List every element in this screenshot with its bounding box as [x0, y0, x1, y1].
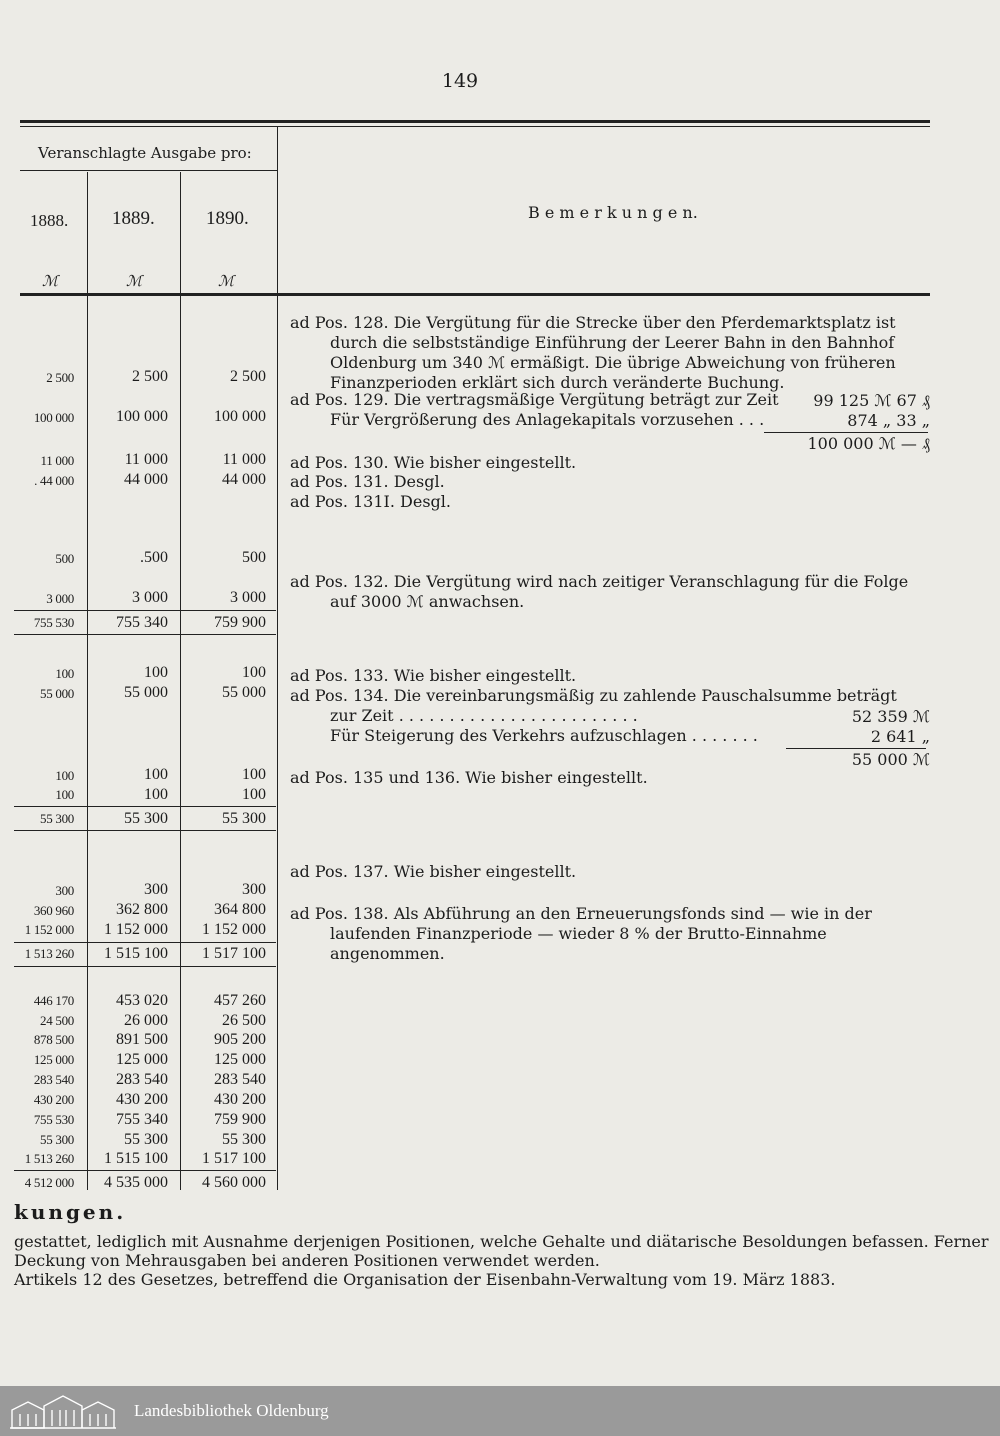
amount-1890: 300 — [242, 881, 266, 898]
amount-1890: 100 — [242, 664, 266, 681]
remark-129-sum: 100 000 ℳ — ₰ — [807, 434, 930, 453]
subtotal-rule — [14, 942, 276, 943]
remark-line: ad Pos. 132. Die Vergütung wird nach zeitiger Veranschlagung für die Folge — [290, 572, 909, 591]
col-rule-3 — [277, 126, 278, 1190]
subtotal-1890: 759 900 — [214, 614, 266, 631]
amount-1890: 1 152 000 — [202, 921, 266, 938]
amount-1889: 100 — [144, 786, 168, 803]
subtotal-1888: 755 530 — [33, 615, 74, 630]
amount-1890: 55 000 — [222, 684, 266, 701]
amount-1888: 100 — [55, 666, 74, 681]
amount-1889: 44 000 — [124, 471, 168, 488]
recap-1888: 1 513 260 — [24, 1151, 74, 1166]
amount-1888: 55 000 — [40, 686, 74, 701]
subtotal-1889: 55 300 — [124, 810, 168, 827]
remark-134-sum: 55 000 ℳ — [851, 750, 930, 769]
year-1888-header: 1888. — [30, 211, 69, 230]
subtotal-1888: 55 300 — [40, 811, 74, 826]
recap-1889: 755 340 — [116, 1111, 168, 1128]
recap-1890: 457 260 — [214, 992, 266, 1009]
remark-line: auf 3000 ℳ anwachsen. — [330, 592, 525, 611]
remark-129-line1: ad Pos. 129. Die vertragsmäßige Vergütung beträgt zur Zeit — [290, 390, 779, 409]
amount-1890: 11 000 — [222, 451, 266, 468]
amount-1890: 100 — [242, 786, 266, 803]
amount-1890: 3 000 — [230, 589, 266, 606]
remark-128 — [290, 313, 930, 393]
remark-134-line2: zur Zeit . . . . . . . . . . . . . . . . . . . . . . . . — [330, 706, 638, 725]
amount-1888: 500 — [55, 551, 74, 566]
subtotal-rule — [14, 966, 276, 967]
grand-total-1889: 4 535 000 — [104, 1174, 168, 1191]
remark-129-line2: Für Vergrößerung des Anlagekapitals vorzusehen . . . — [330, 410, 765, 429]
remark-129-value1: 99 125 ℳ 67 ₰ — [813, 391, 930, 410]
recap-1890: 55 300 — [222, 1131, 266, 1148]
recap-1889: 1 515 100 — [104, 1150, 168, 1167]
amount-1888: 100 000 — [33, 410, 74, 425]
remark-134-line1: ad Pos. 134. Die vereinbarungsmäßig zu zahlende Pauschalsumme beträgt — [290, 686, 897, 705]
recap-1888: 755 530 — [33, 1112, 74, 1127]
amount-1889: 362 800 — [116, 901, 168, 918]
subtotal-1890: 55 300 — [222, 810, 266, 827]
subtotal-rule — [14, 1170, 276, 1171]
amount-1888: . 44 000 — [34, 473, 74, 488]
remark-133: ad Pos. 133. Wie bisher eingestellt. — [290, 666, 577, 685]
recap-1890: 759 900 — [214, 1111, 266, 1128]
remark-134-line3: Für Steigerung des Verkehrs aufzuschlagen . . . . . . . — [330, 726, 758, 745]
library-footer-bar — [0, 1386, 1000, 1436]
remark-130: ad Pos. 130. Wie bisher eingestellt. — [290, 453, 577, 472]
remark-line: Finanzperioden erklärt sich durch veränderte Buchung. — [330, 373, 785, 392]
remark-135-136: ad Pos. 135 und 136. Wie bisher eingestellt. — [290, 768, 648, 787]
remark-line: laufenden Finanzperiode — wieder 8 % der Brutto-Einnahme angenommen. — [330, 924, 827, 963]
amount-1888: 3 000 — [46, 591, 74, 606]
year-1890-header: 1890. — [206, 208, 249, 229]
amount-1890: 500 — [242, 549, 266, 566]
remark-line: ad Pos. 138. Als Abführung an den Erneuerungsfonds sind — wie in der — [290, 904, 872, 923]
recap-1888: 55 300 — [40, 1132, 74, 1147]
amount-1889: 300 — [144, 881, 168, 898]
amount-1888: 11 000 — [40, 453, 74, 468]
recap-1889: 430 200 — [116, 1091, 168, 1108]
remark-line: Oldenburg um 340 ℳ ermäßigt. Die übrige Abweichung von früheren — [330, 353, 896, 372]
unit-1888: ℳ — [42, 272, 59, 290]
recap-1890: 430 200 — [214, 1091, 266, 1108]
remark-134-value1: 52 359 ℳ — [851, 707, 930, 726]
unit-1889: ℳ — [126, 272, 143, 290]
recap-1890: 905 200 — [214, 1031, 266, 1048]
subtotal-1889: 1 515 100 — [104, 945, 168, 962]
recap-1888: 878 500 — [33, 1032, 74, 1047]
amount-1889: 55 000 — [124, 684, 168, 701]
remark-line: ad Pos. 128. Die Vergütung für die Strecke über den Pferdemarktsplatz ist — [290, 313, 896, 332]
amount-1890: 100 — [242, 766, 266, 783]
recap-1889: 55 300 — [124, 1131, 168, 1148]
amount-1889: 2 500 — [132, 368, 168, 385]
remark-129-value2: 874 „ 33 „ — [847, 411, 930, 430]
subtotal-1889: 755 340 — [116, 614, 168, 631]
amount-1889: 1 152 000 — [104, 921, 168, 938]
remarks-header: B e m e r k u n g e n. — [528, 203, 698, 222]
grand-total-1890: 4 560 000 — [202, 1174, 266, 1191]
amount-1889: 100 — [144, 766, 168, 783]
top-rule — [20, 120, 930, 123]
remark-134-sum-rule — [786, 748, 926, 749]
amount-1888: 100 — [55, 768, 74, 783]
recap-1890: 125 000 — [214, 1051, 266, 1068]
group-label-rule — [20, 170, 278, 171]
recap-1888: 24 500 — [40, 1013, 74, 1028]
year-1889-header: 1889. — [112, 208, 155, 229]
remark-line: durch die selbstständige Einführung der Leerer Bahn in den Bahnhof — [330, 333, 895, 352]
remark-134-value2: 2 641 „ — [870, 727, 930, 746]
recap-1889: 26 000 — [124, 1012, 168, 1029]
recap-1888: 125 000 — [33, 1052, 74, 1067]
library-name: Landesbibliothek Oldenburg — [134, 1401, 329, 1420]
remark-132 — [290, 572, 930, 612]
top-rule-thin — [20, 126, 930, 127]
remark-137: ad Pos. 137. Wie bisher eingestellt. — [290, 862, 577, 881]
amount-1889: .500 — [140, 549, 168, 566]
header-bottom-rule — [20, 293, 930, 296]
remark-131a: ad Pos. 131I. Desgl. — [290, 492, 451, 511]
footnote-line: Artikels 12 des Gesetzes, betreffend die Organisation der Eisenbahn-Verwaltung vom 19. März 1883. — [14, 1270, 836, 1289]
library-building-icon — [8, 1390, 118, 1430]
amount-1889: 100 — [144, 664, 168, 681]
amount-1890: 2 500 — [230, 368, 266, 385]
subtotal-rule — [14, 830, 276, 831]
subtotal-rule — [14, 610, 276, 611]
amount-1889: 100 000 — [116, 408, 168, 425]
grand-total-1888: 4 512 000 — [24, 1175, 74, 1190]
recap-1889: 283 540 — [116, 1071, 168, 1088]
recap-1888: 446 170 — [33, 993, 74, 1008]
page-number: 149 — [441, 70, 479, 92]
recap-1889: 891 500 — [116, 1031, 168, 1048]
remark-131: ad Pos. 131. Desgl. — [290, 472, 445, 491]
footnotes-heading: kungen. — [14, 1200, 127, 1224]
remark-129-sum-rule — [764, 432, 928, 433]
amount-1889: 3 000 — [132, 589, 168, 606]
recap-1888: 430 200 — [33, 1092, 74, 1107]
footnote-line: gestattet, lediglich mit Ausnahme derjenigen Positionen, welche Gehalte und diätarische Besoldungen befassen. Ferner — [14, 1232, 989, 1251]
recap-1890: 26 500 — [222, 1012, 266, 1029]
subtotal-rule — [14, 806, 276, 807]
recap-1889: 453 020 — [116, 992, 168, 1009]
footnote-line: Deckung von Mehrausgaben bei anderen Positionen verwendet werden. — [14, 1251, 600, 1270]
amount-1890: 44 000 — [222, 471, 266, 488]
recap-1889: 125 000 — [116, 1051, 168, 1068]
recap-1890: 283 540 — [214, 1071, 266, 1088]
recap-1890: 1 517 100 — [202, 1150, 266, 1167]
subtotal-rule — [14, 634, 276, 635]
amount-1888: 1 152 000 — [24, 922, 74, 937]
amount-1888: 300 — [55, 883, 74, 898]
amount-group-label: Veranschlagte Ausgabe pro: — [38, 144, 252, 162]
amount-1888: 360 960 — [33, 903, 74, 918]
amount-1889: 11 000 — [124, 451, 168, 468]
remark-138 — [290, 904, 930, 964]
recap-1888: 283 540 — [33, 1072, 74, 1087]
amount-1888: 100 — [55, 787, 74, 802]
unit-1890: ℳ — [218, 272, 235, 290]
amount-1888: 2 500 — [46, 370, 74, 385]
subtotal-1890: 1 517 100 — [202, 945, 266, 962]
amount-1890: 364 800 — [214, 901, 266, 918]
amount-1890: 100 000 — [214, 408, 266, 425]
subtotal-1888: 1 513 260 — [24, 946, 74, 961]
